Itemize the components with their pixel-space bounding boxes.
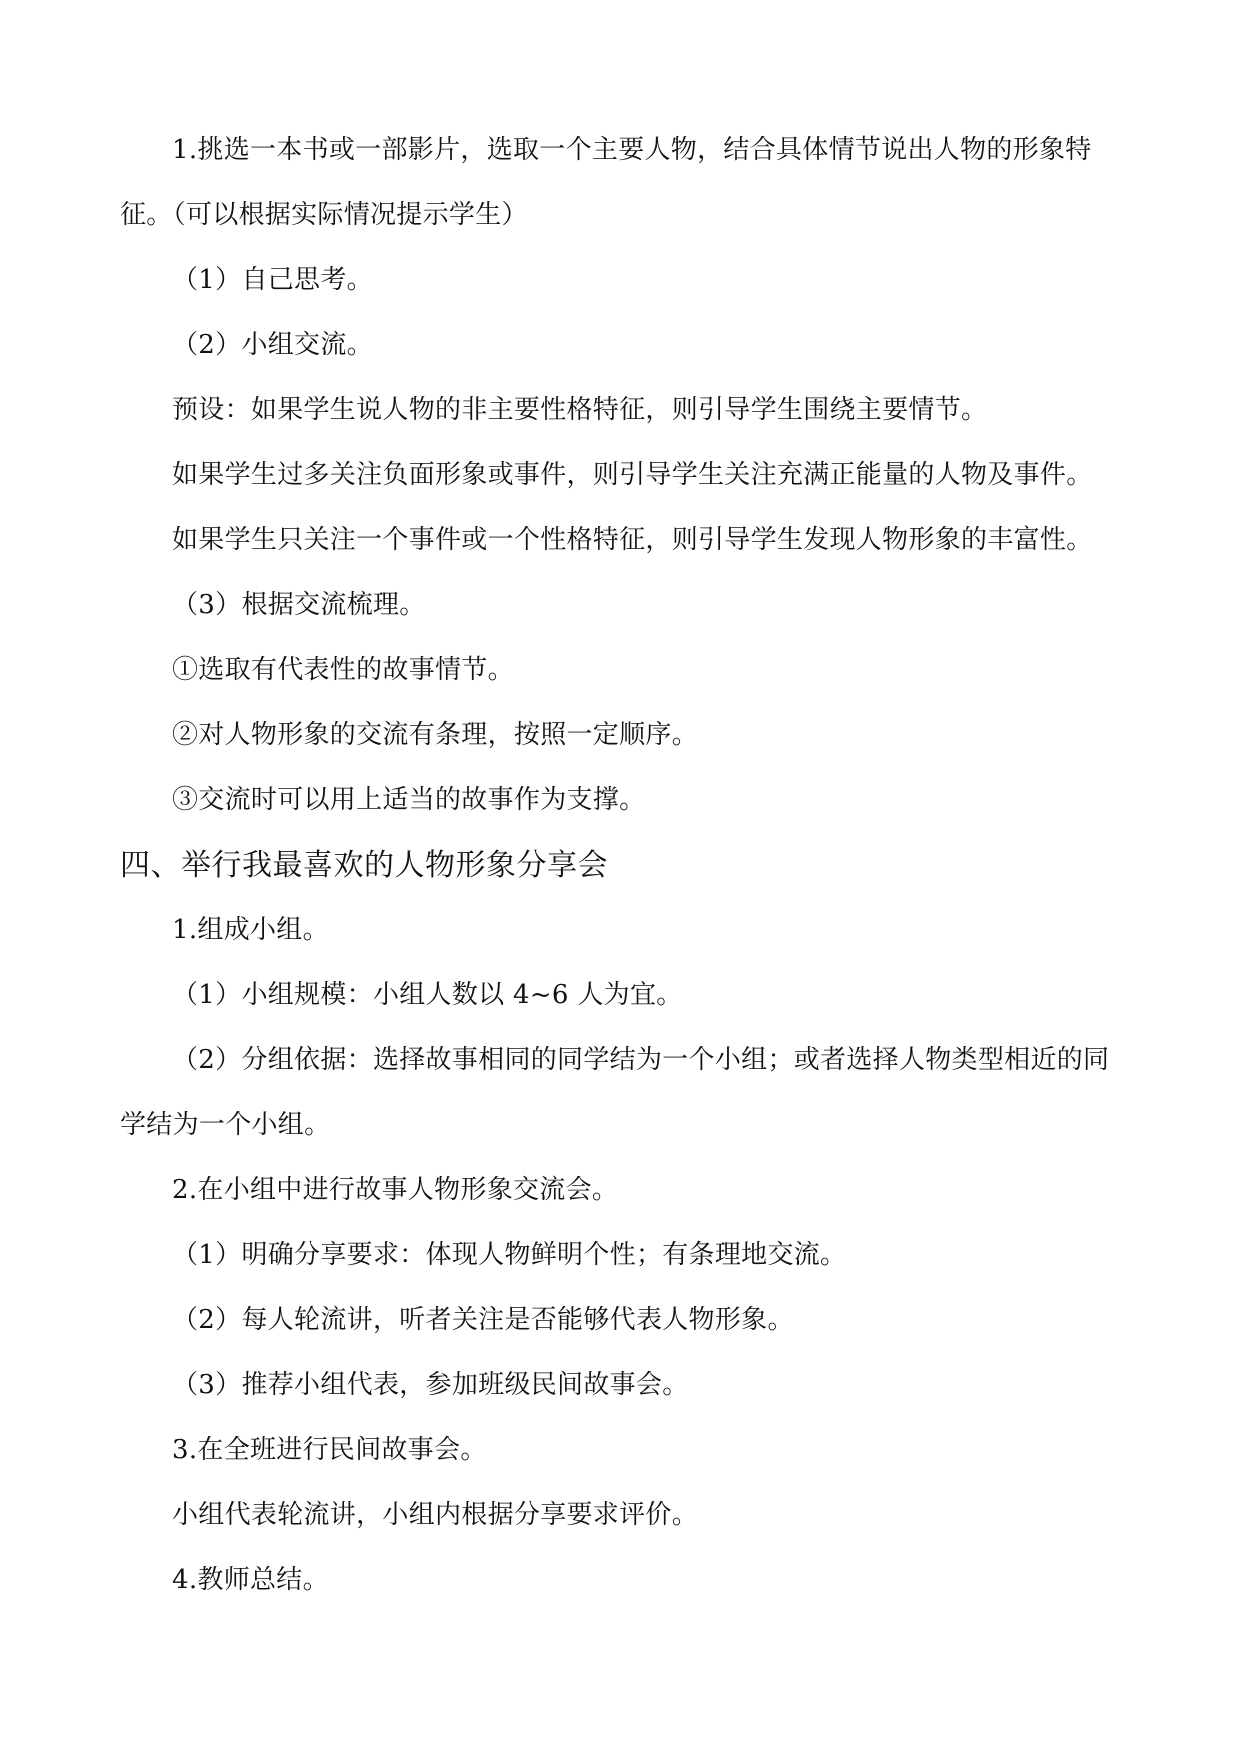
paragraph: 小组代表轮流讲，小组内根据分享要求评价。 (172, 1500, 699, 1530)
paragraph: ①选取有代表性的故事情节。 (172, 655, 514, 685)
paragraph: 2.在小组中进行故事人物形象交流会。 (172, 1175, 619, 1205)
paragraph: 4.教师总结。 (172, 1565, 329, 1595)
paragraph: 预设：如果学生说人物的非主要性格特征，则引导学生围绕主要情节。 (172, 395, 988, 425)
document-body (120, 118, 1125, 1613)
paragraph: 1.挑选一本书或一部影片，选取一个主要人物，结合具体情节说出人物的形象特征。（可以根据实际情况提示学生） (120, 135, 1092, 230)
paragraph: 如果学生过多关注负面形象或事件，则引导学生关注充满正能量的人物及事件。 (172, 460, 1093, 490)
paragraph: 如果学生只关注一个事件或一个性格特征，则引导学生发现人物形象的丰富性。 (172, 525, 1093, 555)
paragraph: 3.在全班进行民间故事会。 (172, 1435, 487, 1465)
paragraph: （1）明确分享要求：体现人物鲜明个性；有条理地交流。 (172, 1240, 847, 1270)
paragraph: （3）推荐小组代表，参加班级民间故事会。 (172, 1370, 689, 1400)
paragraph: （1）自己思考。 (172, 265, 373, 295)
paragraph: （1）小组规模：小组人数以 4~6 人为宜。 (172, 980, 683, 1010)
paragraph: 1.组成小组。 (172, 915, 329, 945)
paragraph: （2）每人轮流讲，听者关注是否能够代表人物形象。 (172, 1305, 794, 1335)
section-heading: 四、举行我最喜欢的人物形象分享会 (120, 848, 608, 883)
paragraph: （2）分组依据：选择故事相同的同学结为一个小组；或者选择人物类型相近的同学结为一个小组。 (120, 1045, 1110, 1140)
paragraph: （2）小组交流。 (172, 330, 373, 360)
paragraph: （3）根据交流梳理。 (172, 590, 426, 620)
paragraph: ②对人物形象的交流有条理，按照一定顺序。 (172, 720, 699, 750)
paragraph: ③交流时可以用上适当的故事作为支撑。 (172, 785, 646, 815)
